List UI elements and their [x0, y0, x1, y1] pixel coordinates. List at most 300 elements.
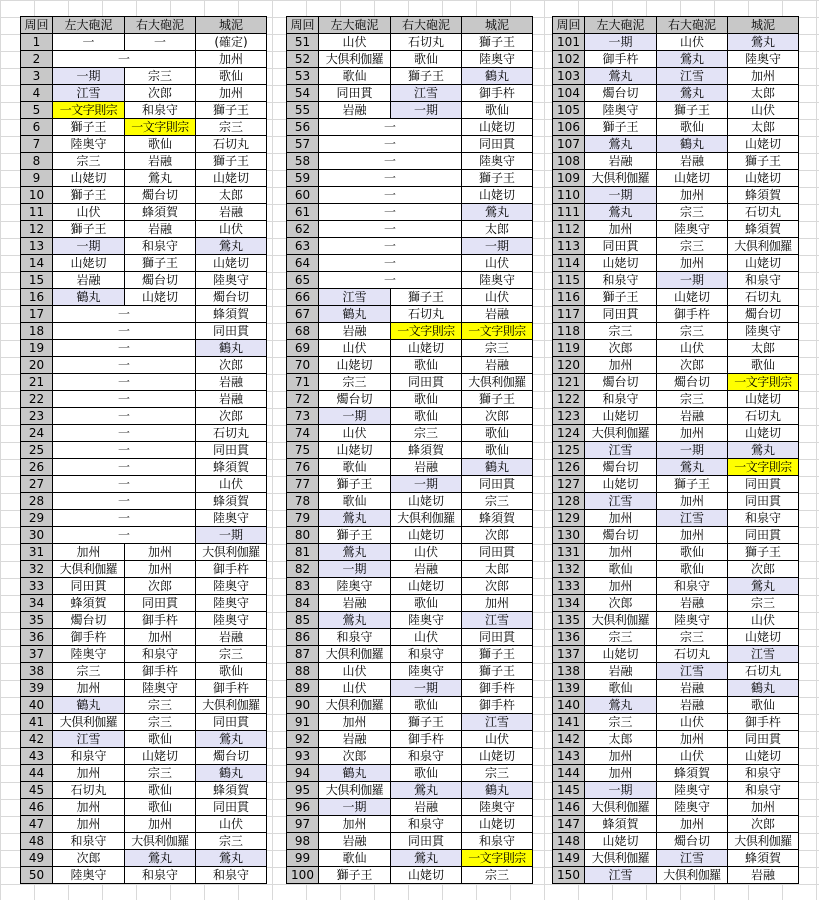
- castle-cell: 陸奥守: [728, 51, 799, 68]
- table-row: [21, 680, 267, 697]
- left-cell: 一: [53, 34, 125, 51]
- merged-cell: 一: [319, 187, 462, 204]
- table-row: [287, 102, 533, 119]
- left-cell: 燭台切: [319, 391, 391, 408]
- round-cell: 5: [21, 102, 53, 119]
- round-cell: 43: [21, 748, 53, 765]
- castle-cell: 和泉守: [196, 867, 267, 884]
- right-cell: 陸奥守: [657, 612, 728, 629]
- left-cell: 宗三: [53, 153, 125, 170]
- round-cell: 119: [553, 340, 585, 357]
- table-row: [21, 170, 267, 187]
- table-row: [287, 357, 533, 374]
- table-row: [553, 697, 799, 714]
- left-cell: 一期: [585, 782, 657, 799]
- merged-cell: 一: [319, 238, 462, 255]
- left-cell: 歌仙: [319, 68, 391, 85]
- table-row: [287, 391, 533, 408]
- table-row: [21, 289, 267, 306]
- left-cell: 次郎: [585, 340, 657, 357]
- right-cell: 山姥切: [391, 527, 462, 544]
- castle-cell: 蜂須賀: [728, 187, 799, 204]
- castle-cell: 歌仙: [462, 102, 533, 119]
- left-cell: 大倶利伽羅: [319, 646, 391, 663]
- table-row: [287, 374, 533, 391]
- drop-table-101-150: [552, 16, 799, 884]
- right-cell: 燭台切: [125, 272, 196, 289]
- castle-cell: 山姥切: [728, 748, 799, 765]
- left-cell: 江雪: [585, 442, 657, 459]
- round-cell: 72: [287, 391, 319, 408]
- round-cell: 120: [553, 357, 585, 374]
- right-cell: 次郎: [125, 578, 196, 595]
- castle-cell: 御手杵: [462, 697, 533, 714]
- right-cell: 獅子王: [125, 255, 196, 272]
- castle-cell: 同田貫: [462, 136, 533, 153]
- round-cell: 75: [287, 442, 319, 459]
- castle-cell: 和泉守: [728, 272, 799, 289]
- table-row: [21, 714, 267, 731]
- right-cell: 一期: [391, 476, 462, 493]
- table-row: [21, 748, 267, 765]
- castle-cell: 蜂須賀: [196, 493, 267, 510]
- table-row: [287, 306, 533, 323]
- left-cell: 加州: [53, 816, 125, 833]
- left-cell: 岩融: [319, 731, 391, 748]
- right-cell: 江雪: [391, 85, 462, 102]
- castle-cell: 太郎: [728, 340, 799, 357]
- castle-cell: 大倶利伽羅: [728, 833, 799, 850]
- round-cell: 24: [21, 425, 53, 442]
- table-row: [553, 374, 799, 391]
- left-cell: 歌仙: [585, 680, 657, 697]
- round-cell: 141: [553, 714, 585, 731]
- castle-cell: 御手杵: [196, 561, 267, 578]
- left-cell: 和泉守: [585, 391, 657, 408]
- header-castle: 城泥: [196, 17, 267, 34]
- round-cell: 81: [287, 544, 319, 561]
- left-cell: 加州: [585, 357, 657, 374]
- round-cell: 15: [21, 272, 53, 289]
- round-cell: 8: [21, 153, 53, 170]
- round-cell: 27: [21, 476, 53, 493]
- round-cell: 121: [553, 374, 585, 391]
- right-cell: 山姥切: [391, 340, 462, 357]
- castle-cell: 宗三: [196, 119, 267, 136]
- castle-cell: 鶴丸: [196, 765, 267, 782]
- round-cell: 143: [553, 748, 585, 765]
- table-row: [553, 68, 799, 85]
- left-cell: 一期: [53, 238, 125, 255]
- round-cell: 91: [287, 714, 319, 731]
- right-cell: 山伏: [391, 629, 462, 646]
- merged-cell: 一: [319, 255, 462, 272]
- table-row: [287, 289, 533, 306]
- right-cell: 陸奥守: [125, 680, 196, 697]
- left-cell: 加州: [585, 748, 657, 765]
- right-cell: 岩融: [657, 697, 728, 714]
- table-row: [21, 306, 267, 323]
- round-cell: 99: [287, 850, 319, 867]
- round-cell: 38: [21, 663, 53, 680]
- merged-cell: 一: [53, 493, 196, 510]
- right-cell: 鶯丸: [657, 85, 728, 102]
- left-cell: 蜂須賀: [585, 816, 657, 833]
- right-cell: 岩融: [391, 561, 462, 578]
- castle-cell: 獅子王: [728, 153, 799, 170]
- round-cell: 20: [21, 357, 53, 374]
- left-cell: 大倶利伽羅: [319, 782, 391, 799]
- castle-cell: 同田貫: [728, 731, 799, 748]
- table-row: [287, 765, 533, 782]
- table-row: [21, 153, 267, 170]
- right-cell: 宗三: [125, 68, 196, 85]
- right-cell: 一: [125, 34, 196, 51]
- right-cell: 陸奥守: [391, 663, 462, 680]
- round-cell: 2: [21, 51, 53, 68]
- castle-cell: 獅子王: [462, 34, 533, 51]
- header-row: [21, 17, 267, 34]
- right-cell: 歌仙: [391, 391, 462, 408]
- left-cell: 一期: [53, 68, 125, 85]
- left-cell: 石切丸: [53, 782, 125, 799]
- left-cell: 一期: [585, 187, 657, 204]
- round-cell: 84: [287, 595, 319, 612]
- left-cell: 一期: [319, 799, 391, 816]
- table-row: [21, 816, 267, 833]
- table-row: [287, 68, 533, 85]
- left-cell: 同田貫: [585, 238, 657, 255]
- castle-cell: 太郎: [462, 561, 533, 578]
- right-cell: 和泉守: [657, 578, 728, 595]
- right-cell: 燭台切: [125, 187, 196, 204]
- left-cell: 鶯丸: [319, 612, 391, 629]
- right-cell: 鶯丸: [657, 51, 728, 68]
- header-left-cannon: 左大砲泥: [319, 17, 391, 34]
- round-cell: 4: [21, 85, 53, 102]
- left-cell: 山姥切: [585, 646, 657, 663]
- castle-cell: 和泉守: [728, 765, 799, 782]
- castle-cell: 加州: [728, 68, 799, 85]
- left-cell: 鶯丸: [585, 136, 657, 153]
- round-cell: 83: [287, 578, 319, 595]
- castle-cell: 歌仙: [462, 442, 533, 459]
- round-cell: 137: [553, 646, 585, 663]
- left-cell: 江雪: [585, 867, 657, 884]
- table-row: [21, 51, 267, 68]
- left-cell: 山姥切: [319, 357, 391, 374]
- castle-cell: 岩融: [196, 629, 267, 646]
- castle-cell: 太郎: [196, 187, 267, 204]
- round-cell: 147: [553, 816, 585, 833]
- castle-cell: 宗三: [728, 595, 799, 612]
- header-right-cannon: 右大砲泥: [657, 17, 728, 34]
- right-cell: 獅子王: [391, 289, 462, 306]
- table-row: [287, 816, 533, 833]
- castle-cell: 歌仙: [196, 663, 267, 680]
- castle-cell: 山姥切: [462, 816, 533, 833]
- round-cell: 71: [287, 374, 319, 391]
- left-cell: 鶯丸: [319, 544, 391, 561]
- round-cell: 37: [21, 646, 53, 663]
- round-cell: 60: [287, 187, 319, 204]
- round-cell: 76: [287, 459, 319, 476]
- castle-cell: 山伏: [196, 221, 267, 238]
- left-cell: 加州: [319, 816, 391, 833]
- table-row: [287, 170, 533, 187]
- table-row: [553, 663, 799, 680]
- table-row: [553, 408, 799, 425]
- table-row: [553, 595, 799, 612]
- header-castle: 城泥: [728, 17, 799, 34]
- right-cell: 鶯丸: [391, 782, 462, 799]
- round-cell: 86: [287, 629, 319, 646]
- merged-cell: 一: [319, 272, 462, 289]
- left-cell: 獅子王: [53, 119, 125, 136]
- table-row: [21, 34, 267, 51]
- table-row: [21, 595, 267, 612]
- castle-cell: 鶴丸: [196, 340, 267, 357]
- round-cell: 145: [553, 782, 585, 799]
- right-cell: 山伏: [657, 34, 728, 51]
- round-cell: 19: [21, 340, 53, 357]
- right-cell: 加州: [657, 425, 728, 442]
- round-cell: 136: [553, 629, 585, 646]
- right-cell: 岩融: [125, 221, 196, 238]
- left-cell: 同田貫: [319, 85, 391, 102]
- round-cell: 6: [21, 119, 53, 136]
- table-row: [21, 867, 267, 884]
- table-row: [287, 476, 533, 493]
- round-cell: 82: [287, 561, 319, 578]
- castle-cell: 山姥切: [462, 119, 533, 136]
- round-cell: 85: [287, 612, 319, 629]
- left-cell: 加州: [585, 510, 657, 527]
- castle-cell: 岩融: [462, 357, 533, 374]
- left-cell: 宗三: [585, 323, 657, 340]
- round-cell: 10: [21, 187, 53, 204]
- right-cell: 同田貫: [391, 833, 462, 850]
- table-row: [21, 136, 267, 153]
- right-cell: 和泉守: [391, 646, 462, 663]
- table-row: [21, 833, 267, 850]
- table-row: [21, 493, 267, 510]
- left-cell: 獅子王: [53, 187, 125, 204]
- round-cell: 128: [553, 493, 585, 510]
- castle-cell: 一期: [462, 238, 533, 255]
- table-row: [21, 357, 267, 374]
- round-cell: 31: [21, 544, 53, 561]
- table-row: [21, 544, 267, 561]
- left-cell: 獅子王: [319, 527, 391, 544]
- header-round: 周回: [287, 17, 319, 34]
- left-cell: 歌仙: [585, 561, 657, 578]
- table-row: [21, 612, 267, 629]
- round-cell: 125: [553, 442, 585, 459]
- table-row: [287, 799, 533, 816]
- round-cell: 101: [553, 34, 585, 51]
- right-cell: 岩融: [125, 153, 196, 170]
- table-row: [553, 714, 799, 731]
- table-row: [21, 459, 267, 476]
- round-cell: 65: [287, 272, 319, 289]
- right-cell: 御手杵: [391, 731, 462, 748]
- round-cell: 36: [21, 629, 53, 646]
- round-cell: 29: [21, 510, 53, 527]
- merged-cell: 一: [53, 340, 196, 357]
- round-cell: 48: [21, 833, 53, 850]
- round-cell: 57: [287, 136, 319, 153]
- castle-cell: 鶯丸: [196, 238, 267, 255]
- table-row: [21, 102, 267, 119]
- castle-cell: 山伏: [462, 255, 533, 272]
- castle-cell: 石切丸: [196, 136, 267, 153]
- left-cell: 陸奥守: [53, 136, 125, 153]
- castle-cell: 一文字則宗: [728, 374, 799, 391]
- round-cell: 45: [21, 782, 53, 799]
- left-cell: 宗三: [53, 663, 125, 680]
- castle-cell: 大倶利伽羅: [196, 544, 267, 561]
- right-cell: 加州: [657, 493, 728, 510]
- left-cell: 和泉守: [53, 833, 125, 850]
- table-row: [553, 391, 799, 408]
- right-cell: 宗三: [657, 629, 728, 646]
- right-cell: 加州: [125, 561, 196, 578]
- right-cell: 宗三: [125, 714, 196, 731]
- castle-cell: 宗三: [462, 867, 533, 884]
- castle-cell: 山姥切: [196, 170, 267, 187]
- right-cell: 御手杵: [657, 306, 728, 323]
- right-cell: 加州: [657, 255, 728, 272]
- table-row: [553, 340, 799, 357]
- table-row: [553, 459, 799, 476]
- round-cell: 105: [553, 102, 585, 119]
- round-cell: 59: [287, 170, 319, 187]
- right-cell: 石切丸: [391, 306, 462, 323]
- right-cell: 和泉守: [125, 102, 196, 119]
- round-cell: 117: [553, 306, 585, 323]
- round-cell: 53: [287, 68, 319, 85]
- right-cell: 山姥切: [391, 578, 462, 595]
- left-cell: 加州: [53, 544, 125, 561]
- merged-cell: 一: [319, 221, 462, 238]
- round-cell: 138: [553, 663, 585, 680]
- round-cell: 62: [287, 221, 319, 238]
- castle-cell: 陸奥守: [196, 272, 267, 289]
- castle-cell: 宗三: [196, 646, 267, 663]
- round-cell: 23: [21, 408, 53, 425]
- round-cell: 44: [21, 765, 53, 782]
- castle-cell: 陸奥守: [196, 510, 267, 527]
- merged-cell: 一: [53, 510, 196, 527]
- table-row: [553, 306, 799, 323]
- right-cell: 宗三: [657, 204, 728, 221]
- castle-cell: 陸奥守: [196, 612, 267, 629]
- right-cell: 蜂須賀: [657, 765, 728, 782]
- table-row: [287, 663, 533, 680]
- castle-cell: 山伏: [462, 731, 533, 748]
- header-right-cannon: 右大砲泥: [125, 17, 196, 34]
- round-cell: 129: [553, 510, 585, 527]
- left-cell: 江雪: [53, 731, 125, 748]
- castle-cell: 蜂須賀: [462, 510, 533, 527]
- castle-cell: 鶴丸: [462, 68, 533, 85]
- castle-cell: 蜂須賀: [196, 782, 267, 799]
- castle-cell: 加州: [728, 799, 799, 816]
- table-row: [287, 527, 533, 544]
- left-cell: 岩融: [319, 102, 391, 119]
- left-cell: 加州: [585, 765, 657, 782]
- table-row: [287, 136, 533, 153]
- round-cell: 80: [287, 527, 319, 544]
- table-row: [553, 357, 799, 374]
- round-cell: 87: [287, 646, 319, 663]
- left-cell: 山姥切: [53, 170, 125, 187]
- table-row: [21, 527, 267, 544]
- right-cell: 蜂須賀: [125, 204, 196, 221]
- castle-cell: 岩融: [196, 204, 267, 221]
- round-cell: 30: [21, 527, 53, 544]
- left-cell: 燭台切: [53, 612, 125, 629]
- left-cell: 獅子王: [53, 221, 125, 238]
- left-cell: 鶴丸: [319, 765, 391, 782]
- round-cell: 41: [21, 714, 53, 731]
- round-cell: 40: [21, 697, 53, 714]
- castle-cell: 山伏: [728, 612, 799, 629]
- table-row: [21, 646, 267, 663]
- drop-table-51-100: [286, 16, 533, 884]
- round-cell: 89: [287, 680, 319, 697]
- table-row: [21, 408, 267, 425]
- round-cell: 92: [287, 731, 319, 748]
- castle-cell: 江雪: [462, 612, 533, 629]
- castle-cell: 一文字則宗: [462, 323, 533, 340]
- left-cell: 同田貫: [53, 578, 125, 595]
- left-cell: 大倶利伽羅: [53, 714, 125, 731]
- round-cell: 116: [553, 289, 585, 306]
- table-row: [287, 153, 533, 170]
- castle-cell: 鶯丸: [728, 442, 799, 459]
- round-cell: 42: [21, 731, 53, 748]
- round-cell: 90: [287, 697, 319, 714]
- castle-cell: 宗三: [462, 340, 533, 357]
- left-cell: 鶯丸: [585, 697, 657, 714]
- right-cell: 一文字則宗: [391, 323, 462, 340]
- castle-cell: 山伏: [462, 289, 533, 306]
- left-cell: 和泉守: [585, 272, 657, 289]
- right-cell: 同田貫: [391, 374, 462, 391]
- table-row: [553, 782, 799, 799]
- round-cell: 77: [287, 476, 319, 493]
- right-cell: 陸奥守: [391, 612, 462, 629]
- right-cell: 大倶利伽羅: [125, 833, 196, 850]
- castle-cell: 獅子王: [462, 646, 533, 663]
- right-cell: 和泉守: [125, 646, 196, 663]
- castle-cell: 次郎: [462, 578, 533, 595]
- castle-cell: 和泉守: [462, 833, 533, 850]
- castle-cell: 獅子王: [462, 170, 533, 187]
- round-cell: 54: [287, 85, 319, 102]
- table-row: [287, 51, 533, 68]
- castle-cell: 蜂須賀: [196, 459, 267, 476]
- castle-cell: 山姥切: [728, 391, 799, 408]
- round-cell: 39: [21, 680, 53, 697]
- right-cell: 山姥切: [125, 289, 196, 306]
- table-row: [553, 425, 799, 442]
- left-cell: 鶯丸: [585, 68, 657, 85]
- left-cell: 加州: [585, 578, 657, 595]
- merged-cell: 一: [53, 391, 196, 408]
